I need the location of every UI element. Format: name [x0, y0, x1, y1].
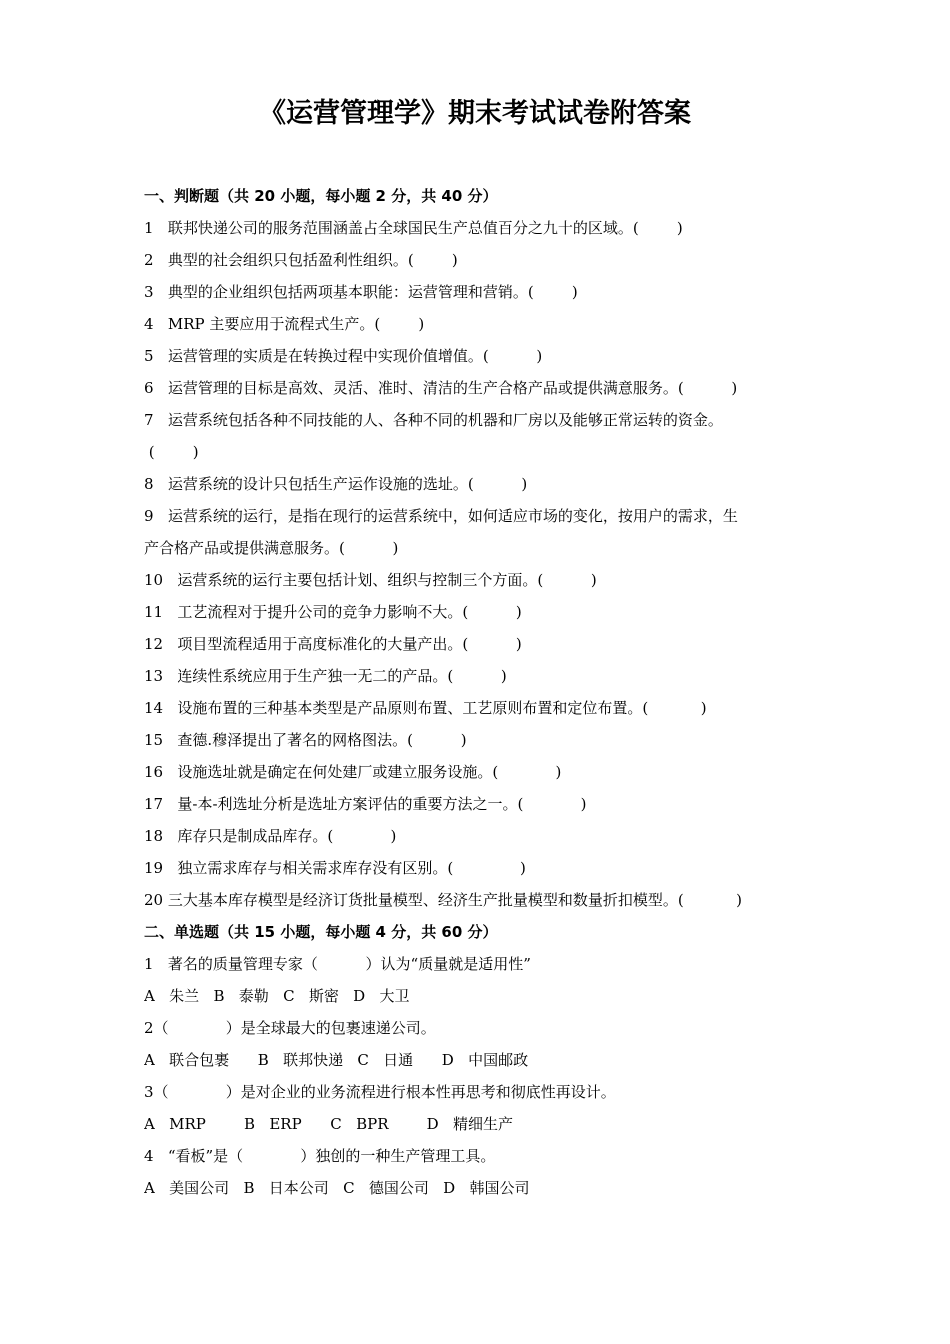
question-line: 4 MRP 主要应用于流程式生产。( )	[144, 315, 425, 333]
question-line: 18 库存只是制成品库存。( )	[144, 827, 397, 845]
question-line: 1 联邦快递公司的服务范围涵盖占全球国民生产总值百分之九十的区域。( )	[144, 219, 683, 237]
question-line: 3（ ）是对企业的业务流程进行根本性再思考和彻底性再设计。	[144, 1083, 616, 1101]
question-line: 3 典型的企业组织包括两项基本职能：运营管理和营销。( )	[144, 283, 578, 301]
question-line: 16 设施选址就是确定在何处建厂或建立服务设施。( )	[144, 763, 562, 781]
question-line: 1 著名的质量管理专家（ ）认为“质量就是适用性”	[144, 955, 531, 973]
question-line-continued: 产合格产品或提供满意服务。( )	[144, 539, 399, 557]
question-line: 8 运营系统的设计只包括生产运作设施的选址。( )	[144, 475, 528, 493]
question-line: 13 连续性系统应用于生产独一无二的产品。( )	[144, 667, 507, 685]
question-line: 9 运营系统的运行，是指在现行的运营系统中，如何适应市场的变化，按用户的需求，生	[144, 507, 738, 525]
section-heading-judgment: 一、判断题（共 20 小题，每小题 2 分，共 40 分）	[144, 187, 498, 205]
question-line: 15 查德.穆泽提出了著名的网格图法。( )	[144, 731, 467, 749]
section-heading-single-choice: 二、单选题（共 15 小题，每小题 4 分，共 60 分）	[144, 923, 498, 941]
answer-options: A 联合包裹 B 联邦快递 C 日通 D 中国邮政	[144, 1051, 529, 1069]
answer-options: A 朱兰 B 泰勒 C 斯密 D 大卫	[144, 987, 410, 1005]
question-line: 17 量-本-利选址分析是选址方案评估的重要方法之一。( )	[144, 795, 587, 813]
question-line: 11 工艺流程对于提升公司的竞争力影响不大。( )	[144, 603, 522, 621]
question-line: 2（ ）是全球最大的包裹速递公司。	[144, 1019, 436, 1037]
question-line: 19 独立需求库存与相关需求库存没有区别。( )	[144, 859, 526, 877]
question-line: 4 “看板”是（ ）独创的一种生产管理工具。	[144, 1147, 496, 1165]
answer-options: A 美国公司 B 日本公司 C 德国公司 D 韩国公司	[144, 1179, 530, 1197]
question-line: 20 三大基本库存模型是经济订货批量模型、经济生产批量模型和数量折扣模型。( )	[144, 891, 743, 909]
question-line-continued: ( )	[144, 443, 199, 461]
question-line: 12 项目型流程适用于高度标准化的大量产出。( )	[144, 635, 522, 653]
question-line: 7 运营系统包括各种不同技能的人、各种不同的机器和厂房以及能够正常运转的资金。	[144, 411, 723, 429]
answer-options: A MRP B ERP C BPR D 精细生产	[144, 1115, 513, 1133]
page-title: 《运营管理学》期末考试试卷附答案	[259, 98, 691, 129]
question-line: 2 典型的社会组织只包括盈利性组织。( )	[144, 251, 458, 269]
question-line: 5 运营管理的实质是在转换过程中实现价值增值。( )	[144, 347, 543, 365]
exam-content	[144, 180, 816, 1204]
question-line: 14 设施布置的三种基本类型是产品原则布置、工艺原则布置和定位布置。( )	[144, 699, 707, 717]
question-line: 10 运营系统的运行主要包括计划、组织与控制三个方面。( )	[144, 571, 597, 589]
question-line: 6 运营管理的目标是高效、灵活、准时、清洁的生产合格产品或提供满意服务。( )	[144, 379, 738, 397]
